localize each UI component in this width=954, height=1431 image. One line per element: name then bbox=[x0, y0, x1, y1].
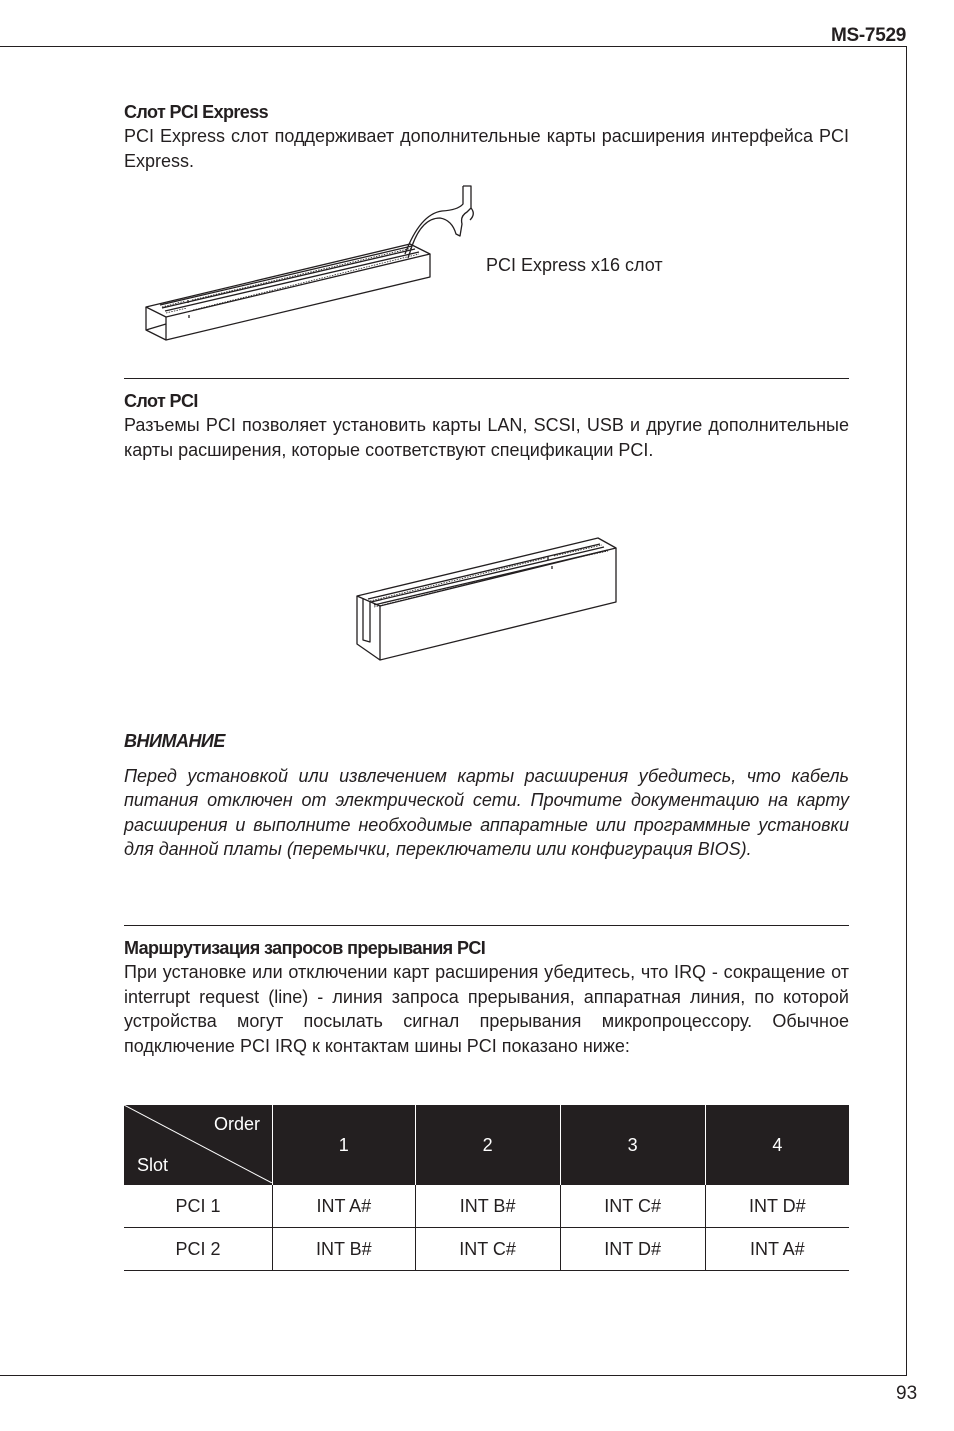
pci-paragraph: Разъемы PCI позволяет установить карты LAN, SCSI, USB и другие дополнительные карты расширения, которые соответствуют спецификации PCI. bbox=[124, 415, 849, 460]
irq-cell: INT B# bbox=[273, 1228, 416, 1271]
pcie-section bbox=[124, 100, 849, 173]
note-block bbox=[124, 731, 849, 861]
column-header: 3 bbox=[560, 1105, 705, 1185]
slot-cell: PCI 2 bbox=[124, 1228, 273, 1271]
section-rule-2 bbox=[124, 925, 849, 926]
column-header: 1 bbox=[273, 1105, 416, 1185]
irq-section bbox=[124, 936, 849, 1058]
irq-cell: INT D# bbox=[560, 1228, 705, 1271]
irq-paragraph: При установке или отключении карт расширения убедитесь, что IRQ - сокращение от interrupt request (line) - линия запроса прерывания, аппаратная линия, по которой устройства могут посылать сигнал прерывания микропроцессору. Обычное подключение PCI IRQ к контактам шины PCI показано ниже: bbox=[124, 962, 849, 1056]
section-rule-1 bbox=[124, 378, 849, 379]
pcie-x16-slot-illustration bbox=[140, 184, 485, 354]
pcie-heading: Слот PCI Express bbox=[124, 102, 269, 122]
top-rule bbox=[0, 46, 907, 47]
irq-cell: INT A# bbox=[705, 1228, 849, 1271]
pci-heading: Слот PCI bbox=[124, 391, 198, 411]
order-label: Order bbox=[213, 1114, 260, 1134]
irq-cell: INT C# bbox=[415, 1228, 560, 1271]
pcie-x16-caption: PCI Express x16 слот bbox=[486, 255, 663, 275]
column-header: 4 bbox=[705, 1105, 849, 1185]
page-number: 93 bbox=[896, 1383, 918, 1404]
corner-header-cell bbox=[124, 1105, 273, 1185]
irq-heading: Маршрутизация запросов прерывания PCI bbox=[124, 938, 486, 958]
note-title: ВНИМАНИЕ bbox=[124, 731, 225, 751]
table-header-row bbox=[124, 1105, 849, 1185]
bottom-rule bbox=[0, 1375, 907, 1376]
pci-section bbox=[124, 389, 849, 462]
pcie-paragraph: PCI Express слот поддерживает дополнительные карты расширения интерфейса PCI Express. bbox=[124, 126, 849, 171]
irq-routing-table bbox=[124, 1105, 849, 1271]
table-row bbox=[124, 1228, 849, 1271]
irq-cell: INT C# bbox=[560, 1185, 705, 1228]
column-header: 2 bbox=[415, 1105, 560, 1185]
irq-cell: INT A# bbox=[273, 1185, 416, 1228]
irq-cell: INT B# bbox=[415, 1185, 560, 1228]
model-number: MS-7529 bbox=[831, 25, 906, 46]
note-text: Перед установкой или извлечением карты расширения убедитесь, что кабель питания отключен от электрической сети. Прочтите документацию на карту расширения и выполните необходимые аппаратные или программные установки для данной платы (перемычки, переключатели или конфигурация BIOS). bbox=[124, 766, 849, 859]
pci-slot-illustration bbox=[352, 532, 620, 666]
right-margin-rule bbox=[906, 46, 907, 1376]
irq-cell: INT D# bbox=[705, 1185, 849, 1228]
slot-label: Slot bbox=[137, 1155, 169, 1175]
slot-cell: PCI 1 bbox=[124, 1185, 273, 1228]
table-row bbox=[124, 1185, 849, 1228]
